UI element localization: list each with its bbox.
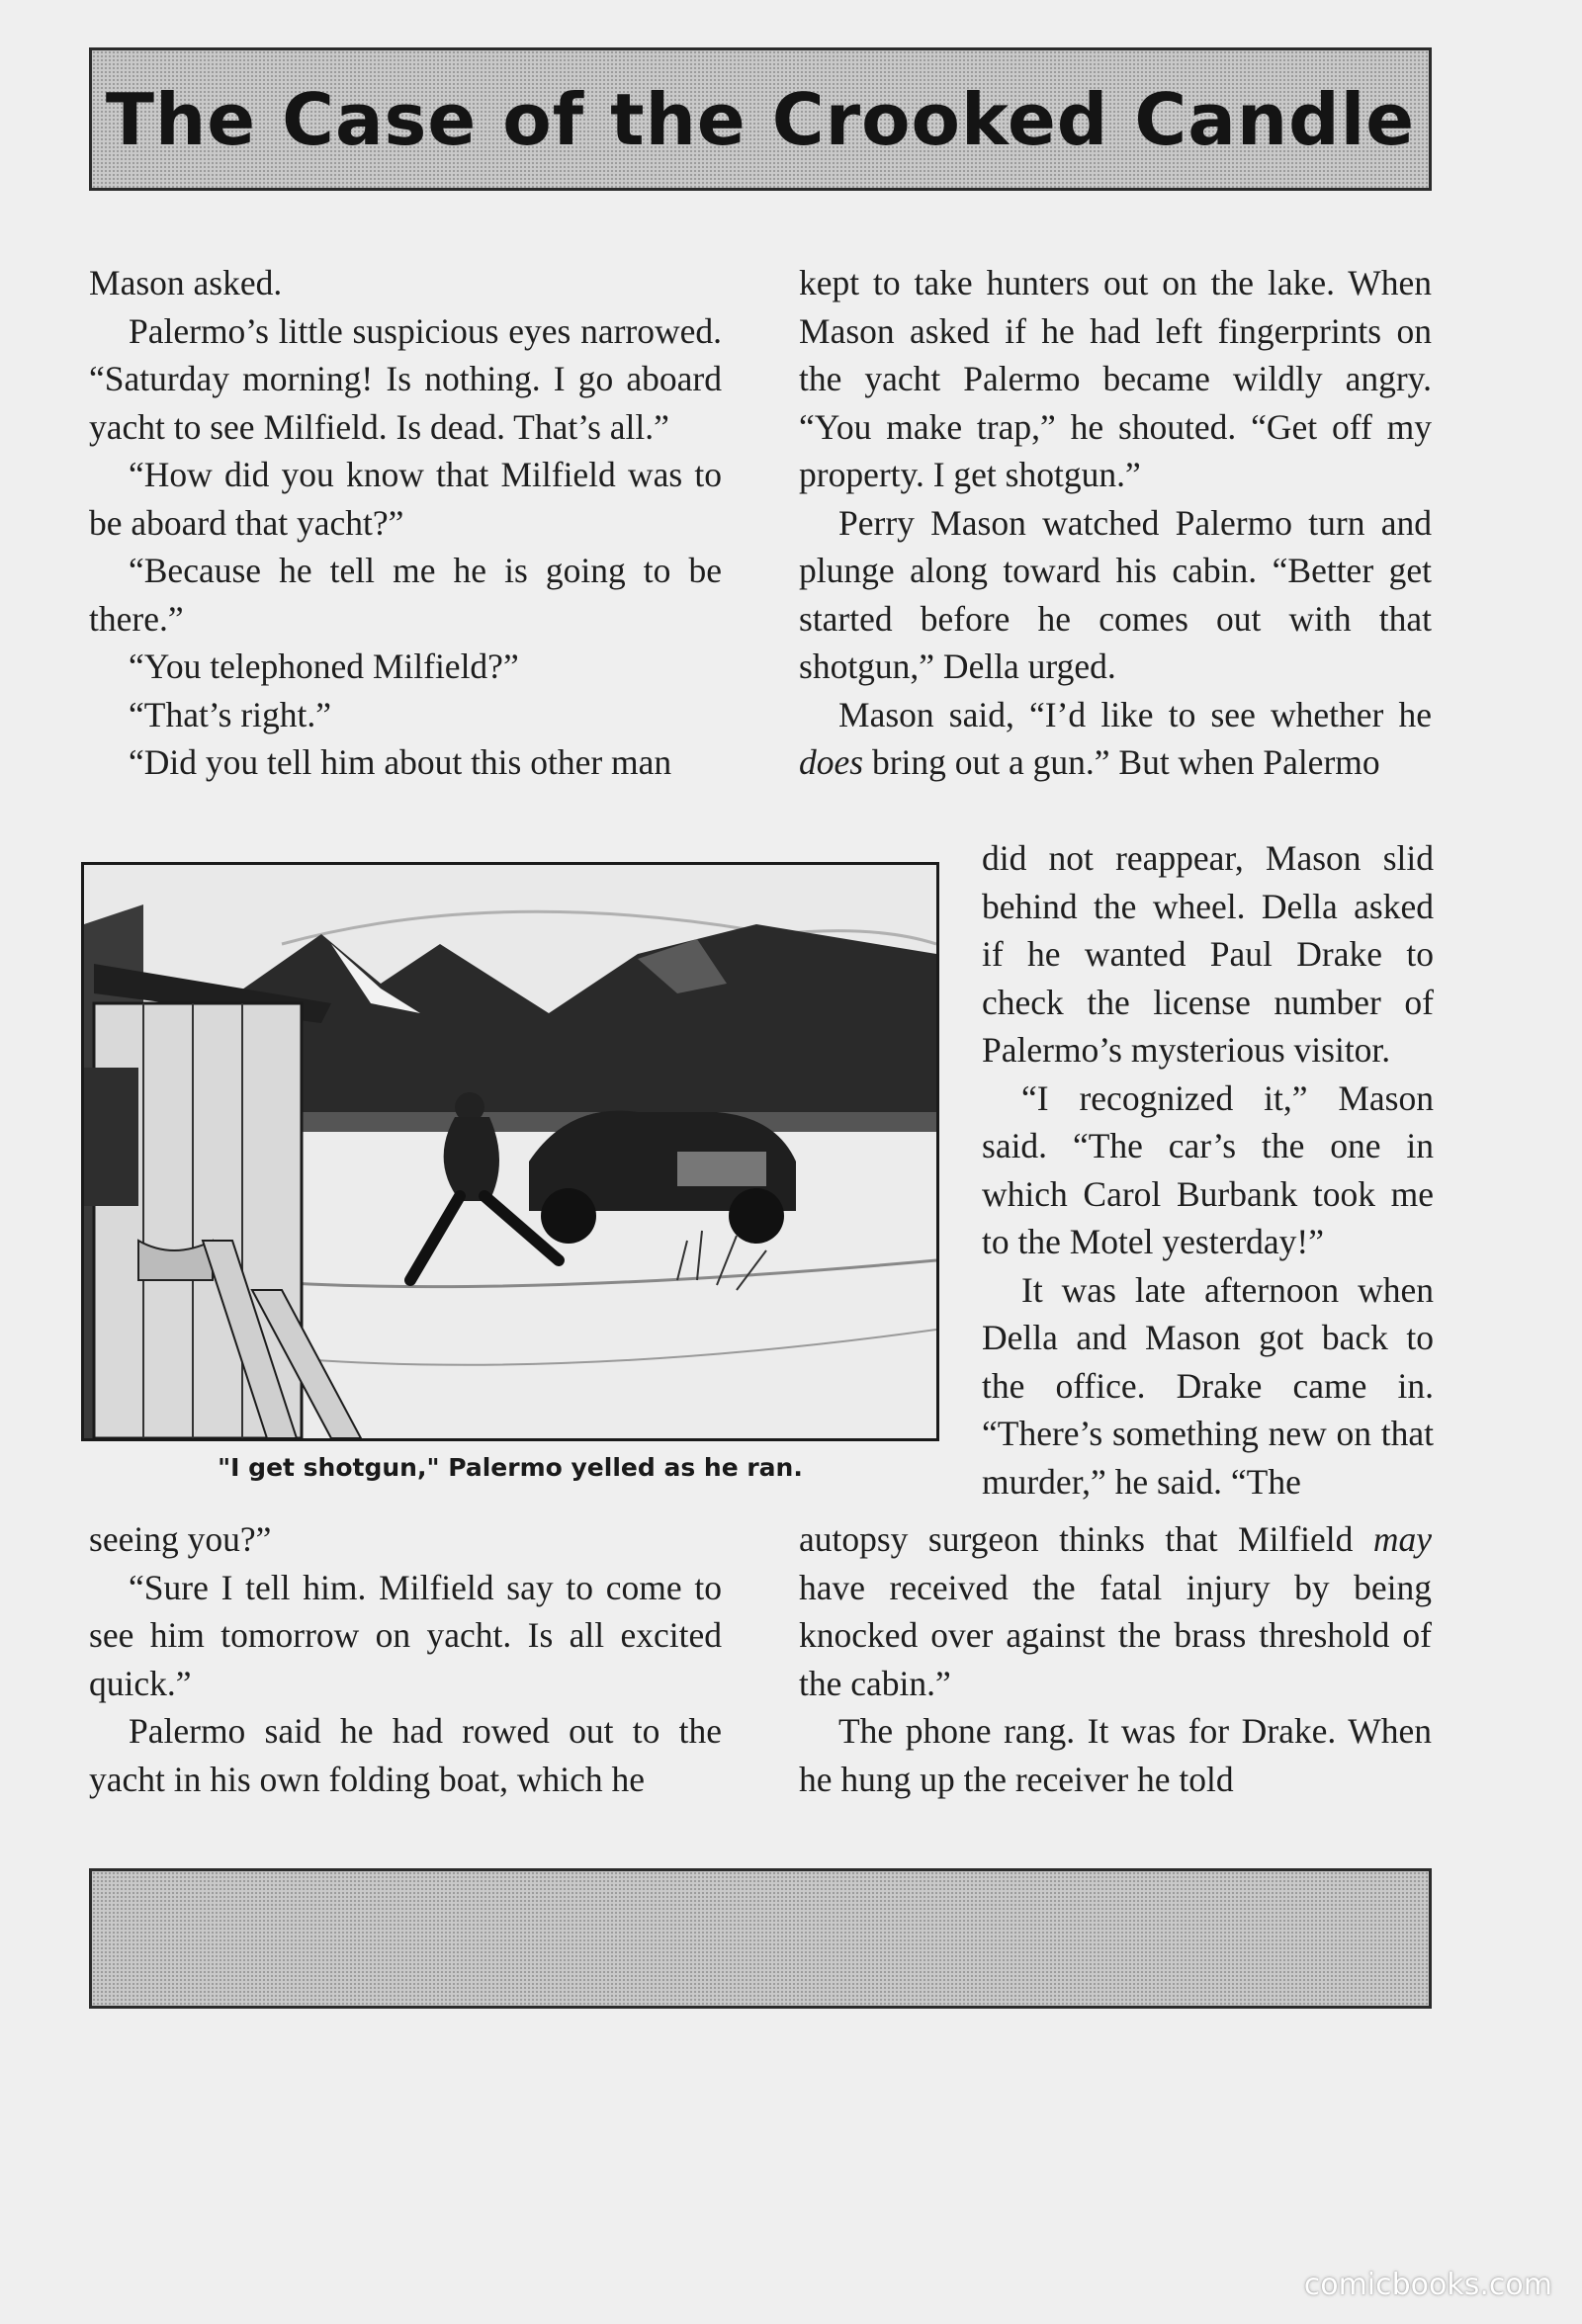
story-title: The Case of the Crooked Candle [105, 78, 1416, 161]
paragraph: Palermo said he had rowed out to the yacht in his own folding boat, which he [89, 1711, 722, 1799]
paragraph [799, 1515, 1432, 1707]
illustration [81, 862, 939, 1441]
paragraph: Palermo’s little suspicious eyes narrowed. “Saturday morning! Is nothing. I go aboard yacht to see Milfield. Is dead. That’s all.” [89, 310, 722, 447]
paragraph: “Because he tell me he is going to be there.” [89, 551, 722, 639]
watermark: comicbooks.com [1303, 2268, 1552, 2302]
paragraph: “How did you know that Milfield was to be aboard that yacht?” [89, 455, 722, 543]
text-run: autopsy surgeon thinks that Milfield [799, 1519, 1373, 1559]
paragraph: “That’s right.” [129, 694, 332, 734]
italic-word: may [1372, 1519, 1432, 1559]
paragraph: “Did you tell him about this other man [129, 742, 672, 782]
bottom-banner [89, 1868, 1432, 2009]
left-column-top [89, 259, 722, 787]
paragraph: The phone rang. It was for Drake. When he hung up the receiver he told [799, 1711, 1432, 1799]
italic-word: does [799, 742, 864, 782]
right-column-narrow [982, 834, 1434, 1506]
paragraph: did not reappear, Mason slid behind the wheel. Della asked if he wanted Paul Drake to check the license number of Palermo’s mysterious visitor. [982, 838, 1434, 1070]
left-column-bottom [89, 1515, 722, 1803]
right-column-bottom [799, 1515, 1432, 1803]
paragraph: It was late afternoon when Della and Mason got back to the office. Drake came in. “There’s something new on that murder,” he said. “The [982, 1269, 1434, 1502]
text-run: bring out a gun.” But when Palermo [863, 742, 1380, 782]
illustration-caption: "I get shotgun," Palermo yelled as he ran. [218, 1453, 803, 1482]
paragraph [799, 691, 1432, 787]
paragraph: kept to take hunters out on the lake. When Mason asked if he had left fingerprints on the yacht Palermo became wildly angry. “You make trap,” he shouted. “Get off my property. I get shotgun.” [799, 263, 1432, 494]
paragraph: “I recognized it,” Mason said. “The car’s the one in which Carol Burbank took me to the Motel yesterday!” [982, 1077, 1434, 1261]
illustration-drawing [84, 865, 936, 1438]
paragraph: “Sure I tell him. Milfield say to come to see him tomorrow on yacht. Is all excited quick.” [89, 1567, 722, 1703]
text-run: have received the fatal injury by being knocked over against the brass threshold of the cabin.” [799, 1567, 1432, 1703]
paragraph: Perry Mason watched Palermo turn and plunge along toward his cabin. “Better get started before he comes out with that shotgun,” Della urged. [799, 502, 1432, 686]
title-banner [89, 47, 1432, 191]
paragraph: Mason asked. [89, 263, 283, 302]
paragraph: seeing you?” [89, 1519, 272, 1559]
right-column-top [799, 259, 1432, 787]
text-run: Mason said, “I’d like to see whether he [838, 694, 1432, 734]
paragraph: “You telephoned Milfield?” [129, 646, 519, 686]
